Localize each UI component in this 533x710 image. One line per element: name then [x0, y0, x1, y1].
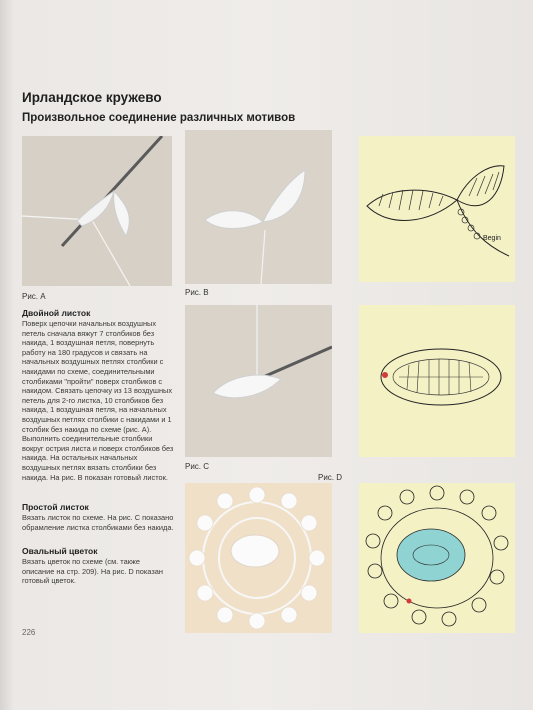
block-title-double-leaf: Двойной листок	[22, 308, 91, 318]
caption-b: Рис. B	[185, 288, 209, 297]
page-subtitle: Произвольное соединение различных мотивов	[22, 112, 296, 124]
caption-d: Рис. D	[318, 473, 343, 482]
diagram-simple-leaf	[359, 305, 515, 457]
block-text-double-leaf: Поверх цепочки начальных воздушных петель сначала вяжут 7 столбиков без накида, 1 воздушная петля, повернуть работу на 180 градусов и связать на начальных воздушных петлях столбики с накидами по схеме, соединительными столбиками "пройти" поверх столбиков с накидом. Связать цепочку из 13 воздушных петель для 2-го листка, 10 столбиков без накида, 1 воздушная петля, на начальных воздушных петлях столбики с накидами и 1 столбик без накида по схеме (рис. A). Выполнить соединительные столбики вокруг острия листа и поверх столбиков без накида. На остальных начальных воздушных петлях вязать столбики без накида. На рис. B показан готовый листок.	[22, 319, 174, 482]
diagram-oval-flower	[359, 483, 515, 633]
caption-a: Рис. A	[22, 292, 46, 301]
block-text-simple-leaf: Вязать листок по схеме. На рис. C показано обрамление листка столбиками без накида.	[22, 513, 174, 532]
photo-c	[185, 305, 332, 457]
page-number: 226	[22, 628, 36, 637]
begin-label: Begin	[483, 235, 501, 242]
block-title-simple-leaf: Простой листок	[22, 502, 89, 512]
photo-a	[22, 136, 172, 286]
caption-c: Рис. C	[185, 462, 210, 471]
photo-b	[185, 130, 332, 284]
block-text-oval-flower: Вязать цветок по схеме (см. также описание на стр. 209). На рис. D показан готовый цветок.	[22, 557, 163, 586]
photo-d	[185, 483, 332, 633]
diagram-double-leaf	[359, 136, 515, 282]
block-title-oval-flower: Овальный цветок	[22, 546, 98, 556]
section-title: Ирландское кружево	[22, 90, 162, 105]
